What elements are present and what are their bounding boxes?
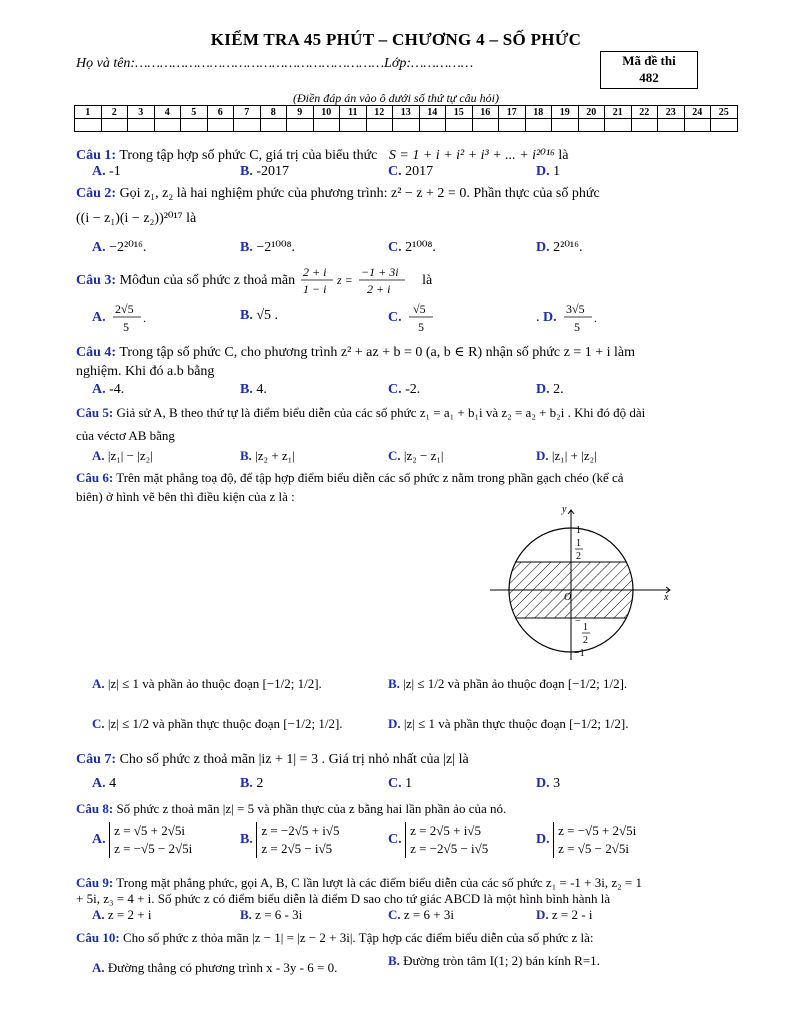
svg-text:3√5: 3√5	[566, 302, 585, 316]
question-1	[76, 147, 569, 164]
q6-option-b	[388, 676, 627, 692]
option-text: Đường tròn tâm I(1; 2) bán kính R=1.	[403, 953, 600, 968]
q3-option-a-fraction	[109, 300, 149, 336]
system-line-2: z = −2√5 − i√5	[410, 841, 489, 856]
answer-cell-1[interactable]	[75, 119, 102, 132]
answer-note: (Điền đáp án vào ô dưới số thứ tự câu hỏi)	[292, 91, 499, 105]
option-letter: D.	[536, 832, 550, 848]
answer-number-19: 19	[552, 106, 579, 119]
q3-option-b	[240, 308, 278, 324]
question-2-text: Gọi z₁, z₂ là hai nghiệm phức của phương trình: z² − z + 2 = 0. Phần thực của số phức	[119, 186, 600, 201]
answer-number-11: 11	[340, 106, 367, 119]
system-line-1: z = −2√5 + i√5	[261, 823, 340, 838]
answer-table-inputs	[75, 119, 738, 132]
q2-option-d	[536, 239, 583, 256]
option-letter: B.	[240, 832, 253, 848]
answer-number-22: 22	[631, 106, 658, 119]
question-5	[76, 405, 645, 421]
answer-number-3: 3	[128, 106, 155, 119]
option-letter: B.	[240, 907, 252, 922]
answer-cell-21[interactable]	[605, 119, 632, 132]
q2-option-a	[92, 239, 146, 256]
q8-option-d	[536, 822, 636, 858]
system-line-2: z = √5 − 2√5i	[558, 841, 629, 856]
option-letter: B.	[240, 776, 253, 791]
option-text: Đường thẳng có phương trình x - 3y - 6 = 0.	[107, 960, 338, 975]
option-text: 1	[553, 164, 561, 179]
option-letter: C.	[388, 776, 402, 791]
answer-cell-8[interactable]	[260, 119, 287, 132]
answer-number-9: 9	[287, 106, 314, 119]
answer-number-6: 6	[207, 106, 234, 119]
q4-option-b	[240, 382, 267, 398]
option-text: 2¹⁰⁰⁸.	[405, 240, 436, 255]
exam-code-label: Mã đề thi	[622, 53, 676, 68]
question-7-label: Câu 7:	[76, 752, 117, 767]
q10-option-b	[388, 953, 600, 969]
system-line-1: z = 2√5 + i√5	[410, 823, 481, 838]
option-text: −2²⁰¹⁶.	[109, 240, 147, 255]
q2-option-c	[388, 239, 436, 256]
tick-label-1: 1	[576, 525, 581, 536]
option-letter: A.	[92, 776, 106, 791]
answer-number-20: 20	[578, 106, 605, 119]
option-text: |z| ≤ 1 và phần thực thuộc đoạn [−1/2; 1/2].	[403, 716, 629, 731]
option-system	[109, 822, 192, 858]
question-3-equation	[299, 264, 419, 298]
question-1-tail: là	[558, 148, 569, 163]
q4-option-d	[536, 382, 564, 398]
shaded-region-figure	[484, 500, 684, 670]
option-text: |z₂ − z₁|	[403, 448, 444, 463]
question-5-line2: của véctơ AB bằng	[76, 428, 175, 443]
question-10-text: Cho số phức z thỏa mãn |z − 1| = |z − 2 + 3i|. Tập hợp các điểm biểu diễn của số phức z là:	[122, 930, 594, 945]
tick-label-neg-half-den: 2	[583, 635, 588, 646]
answer-number-4: 4	[154, 106, 181, 119]
option-text: |z| ≤ 1/2 và phần ảo thuộc đoạn [−1/2; 1/2].	[403, 676, 628, 691]
svg-text:√5: √5	[413, 302, 426, 316]
option-letter: D.	[536, 382, 550, 397]
option-letter: B.	[240, 164, 253, 179]
option-letter: D.	[388, 716, 401, 731]
q4-option-c	[388, 382, 420, 398]
q8-option-b	[240, 822, 340, 858]
option-letter: C.	[388, 310, 402, 326]
q3-option-c	[388, 300, 441, 336]
answer-number-12: 12	[366, 106, 393, 119]
exam-code-value: 482	[639, 70, 659, 85]
q3-option-a	[92, 300, 149, 336]
q1-option-b	[240, 164, 289, 180]
option-letter: C.	[388, 382, 402, 397]
answer-cell-5[interactable]	[181, 119, 208, 132]
question-4-line2: nghiệm. Khi đó a.b bằng	[76, 364, 215, 379]
q6-option-a	[92, 676, 322, 692]
question-4-text: Trong tập số phức C, cho phương trình z² + az + b = 0 (a, b ∈ R) nhận số phức z = 1 + i làm	[119, 345, 635, 360]
option-letter: A.	[92, 164, 106, 179]
answer-number-5: 5	[181, 106, 208, 119]
q4-option-a	[92, 382, 124, 398]
svg-text:2 + i: 2 + i	[302, 265, 327, 279]
answer-number-21: 21	[605, 106, 632, 119]
q1-option-c	[388, 164, 433, 180]
question-6	[76, 470, 624, 486]
question-1-label: Câu 1:	[76, 148, 117, 163]
option-letter: B.	[240, 448, 252, 463]
system-line-1: z = √5 + 2√5i	[114, 823, 185, 838]
svg-text:5: 5	[418, 320, 425, 334]
option-system	[256, 822, 339, 858]
answer-number-24: 24	[684, 106, 711, 119]
answer-table	[74, 105, 738, 132]
answer-number-15: 15	[446, 106, 473, 119]
answer-cell-22[interactable]	[631, 119, 658, 132]
question-9-label: Câu 9:	[76, 875, 114, 890]
option-letter: B.	[388, 953, 400, 968]
answer-cell-24[interactable]	[684, 119, 711, 132]
question-1-text: Trong tập hợp số phức C, giá trị của biểu thức	[119, 148, 378, 163]
option-text: z = 6 - 3i	[255, 907, 303, 922]
q7-option-a	[92, 776, 116, 792]
answer-cell-3[interactable]	[128, 119, 155, 132]
q5-option-b	[240, 448, 295, 464]
answer-number-1: 1	[75, 106, 102, 119]
svg-text:z =: z =	[336, 273, 353, 287]
exam-code-box	[600, 51, 698, 89]
svg-text:.: .	[143, 311, 147, 325]
option-text: |z₁| − |z₂|	[107, 448, 153, 463]
option-letter: D.	[536, 448, 549, 463]
q5-option-a	[92, 448, 153, 464]
option-text: 2017	[405, 164, 434, 179]
option-text: |z| ≤ 1/2 và phần thực thuộc đoạn [−1/2; 1/2].	[107, 716, 343, 731]
option-letter: B.	[240, 382, 253, 397]
option-system	[405, 822, 488, 858]
option-letter: A.	[92, 240, 106, 255]
option-letter: D.	[536, 776, 550, 791]
q8-option-c	[388, 822, 488, 858]
answer-number-14: 14	[419, 106, 446, 119]
answer-cell-6[interactable]	[207, 119, 234, 132]
answer-cell-4[interactable]	[154, 119, 181, 132]
option-text: −2¹⁰⁰⁸.	[256, 240, 296, 255]
option-system	[553, 822, 636, 858]
answer-table-header	[75, 106, 738, 119]
option-letter: D.	[536, 240, 550, 255]
option-text: 2	[256, 776, 264, 791]
option-text: z = 6 + 3i	[403, 907, 454, 922]
option-letter: B.	[388, 676, 400, 691]
question-7-text: Cho số phức z thoả mãn |iz + 1| = 3 . Giá trị nhỏ nhất của |z| là	[119, 752, 469, 767]
answer-cell-14[interactable]	[419, 119, 446, 132]
question-5-text: Giả sử A, B theo thứ tự là điểm biểu diễn của các số phức z₁ = a₁ + b₁i và z₂ = a₂ + b₂i . Khi đó độ dài	[116, 405, 646, 420]
option-letter: D.	[543, 310, 557, 326]
q1-option-d	[536, 164, 560, 180]
answer-number-8: 8	[260, 106, 287, 119]
tick-label-half-num: 1	[576, 538, 581, 549]
system-line-2: z = 2√5 − i√5	[261, 841, 333, 856]
option-text: 4	[109, 776, 117, 791]
answer-number-10: 10	[313, 106, 340, 119]
q3-option-d-fraction	[560, 300, 600, 336]
svg-text:1 − i: 1 − i	[302, 282, 327, 296]
option-text: |z₁| + |z₂|	[551, 448, 597, 463]
q2-option-b	[240, 239, 295, 256]
answer-cell-7[interactable]	[234, 119, 261, 132]
q7-option-b	[240, 776, 263, 792]
answer-cell-16[interactable]	[472, 119, 499, 132]
option-letter: C.	[92, 716, 105, 731]
tick-label-neg-sign: −	[575, 616, 581, 627]
q9-option-b	[240, 907, 302, 923]
system-line-1: z = −√5 + 2√5i	[558, 823, 637, 838]
question-2-formula: ((i − z₁)(i − z₂))²⁰¹⁷ là	[76, 211, 197, 226]
tick-label-neg-1: −1	[574, 648, 585, 659]
option-letter: B.	[240, 308, 253, 323]
answer-cell-20[interactable]	[578, 119, 605, 132]
student-info-line: Họ và tên:……………………………………………………Lớp:……………	[76, 56, 474, 71]
option-text: z = 2 + i	[107, 907, 152, 922]
option-letter: A.	[92, 907, 105, 922]
question-7	[76, 752, 469, 768]
q9-option-c	[388, 907, 454, 923]
option-letter: C.	[388, 448, 401, 463]
answer-cell-12[interactable]	[366, 119, 393, 132]
svg-text:2 + i: 2 + i	[366, 282, 391, 296]
answer-number-2: 2	[101, 106, 128, 119]
question-6-line2: biên) ở hình vẽ bên thì điều kiện của z là :	[76, 489, 295, 504]
question-2-label: Câu 2:	[76, 186, 117, 201]
q3-option-c-fraction	[405, 300, 441, 336]
answer-cell-15[interactable]	[446, 119, 473, 132]
q1-option-a	[92, 164, 121, 180]
option-text: √5 .	[256, 308, 279, 323]
option-letter: A.	[92, 448, 105, 463]
option-text: |z₂ + z₁|	[255, 448, 295, 463]
svg-text:2√5: 2√5	[115, 302, 134, 316]
answer-cell-2[interactable]	[101, 119, 128, 132]
question-10-label: Câu 10:	[76, 930, 120, 945]
svg-text:−1 + 3i: −1 + 3i	[360, 265, 399, 279]
option-text: -1	[109, 164, 121, 179]
answer-cell-9[interactable]	[287, 119, 314, 132]
option-letter: C.	[388, 240, 402, 255]
option-letter: B.	[240, 240, 253, 255]
answer-number-23: 23	[658, 106, 685, 119]
option-letter: A.	[92, 310, 106, 326]
q6-option-c	[92, 716, 343, 732]
q9-option-d	[536, 907, 592, 923]
svg-text:5: 5	[123, 320, 130, 334]
option-letter: D.	[536, 907, 549, 922]
q7-option-d	[536, 776, 560, 792]
q6-option-d	[388, 716, 628, 732]
option-letter: A.	[92, 382, 106, 397]
option-text: -2017	[256, 164, 290, 179]
x-axis-label: x	[664, 592, 669, 603]
question-8	[76, 801, 506, 817]
answer-number-13: 13	[393, 106, 420, 119]
question-2	[76, 186, 600, 202]
question-6-label: Câu 6:	[76, 470, 114, 485]
question-9	[76, 875, 642, 891]
question-8-text: Số phức z thoả mãn |z| = 5 và phần thực của z bằng hai lần phần ảo của nó.	[116, 801, 507, 816]
option-text: -4.	[109, 382, 125, 397]
question-3	[76, 264, 432, 298]
question-3-tail: là	[422, 273, 433, 289]
answer-number-17: 17	[499, 106, 526, 119]
option-letter: D.	[536, 164, 550, 179]
svg-text:5: 5	[574, 320, 581, 334]
system-line-2: z = −√5 − 2√5i	[114, 841, 193, 856]
question-4	[76, 344, 635, 361]
q3-option-d: . D. 3√5 5 .	[536, 300, 600, 336]
option-text: 2.	[553, 382, 564, 397]
question-1-formula: S = 1 + i + i² + i³ + ... + i²⁰¹⁶	[388, 148, 555, 163]
option-letter: A.	[92, 960, 105, 975]
answer-cell-10[interactable]	[313, 119, 340, 132]
question-9-text: Trong mặt phẳng phức, gọi A, B, C lần lượt là các điểm biểu diễn của các số phức z₁ = -1 + 3i, z₂ = 1	[116, 875, 642, 890]
question-9-line2: + 5i, z₃ = 4 + i. Số phức z có điểm biểu diễn là điểm D sao cho tứ giác ABCD là một hình bình hành là	[76, 891, 611, 906]
svg-text:.: .	[594, 311, 598, 325]
option-text: 2²⁰¹⁶.	[553, 240, 583, 255]
question-6-text: Trên mặt phẳng toạ độ, để tập hợp điểm biểu diễn các số phức z nằm trong phần gạch chéo (kể cả	[116, 470, 624, 485]
answer-number-25: 25	[711, 106, 738, 119]
option-text: 3	[553, 776, 561, 791]
answer-cell-13[interactable]	[393, 119, 420, 132]
q5-option-c	[388, 448, 444, 464]
origin-label: O	[564, 592, 572, 603]
option-text: 4.	[256, 382, 267, 397]
answer-number-18: 18	[525, 106, 552, 119]
answer-cell-11[interactable]	[340, 119, 367, 132]
page-title: KIỂM TRA 45 PHÚT – CHƯƠNG 4 – SỐ PHỨC	[210, 30, 582, 49]
option-text: -2.	[405, 382, 421, 397]
answer-cell-17[interactable]	[499, 119, 526, 132]
option-text: z = 2 - i	[551, 907, 593, 922]
question-5-label: Câu 5:	[76, 405, 114, 420]
tick-label-half-den: 2	[576, 551, 581, 562]
question-3-label: Câu 3:	[76, 273, 117, 289]
q5-option-d	[536, 448, 597, 464]
y-axis-label: y	[562, 504, 567, 515]
q10-option-a	[92, 960, 337, 976]
q7-option-c	[388, 776, 412, 792]
answer-cell-19[interactable]	[552, 119, 579, 132]
option-letter: A.	[92, 676, 105, 691]
answer-cell-18[interactable]	[525, 119, 552, 132]
question-8-label: Câu 8:	[76, 801, 114, 816]
answer-number-16: 16	[472, 106, 499, 119]
question-3-text: Môđun của số phức z thoả mãn	[119, 273, 296, 289]
option-letter: C.	[388, 832, 402, 848]
option-letter: C.	[388, 907, 401, 922]
q9-option-a	[92, 907, 151, 923]
option-letter: A.	[92, 832, 106, 848]
question-10	[76, 930, 594, 946]
option-text: |z| ≤ 1 và phần ảo thuộc đoạn [−1/2; 1/2].	[107, 676, 322, 691]
option-letter: C.	[388, 164, 402, 179]
answer-number-7: 7	[234, 106, 261, 119]
answer-cell-23[interactable]	[658, 119, 685, 132]
q8-option-a	[92, 822, 192, 858]
tick-label-neg-half-num: 1	[583, 622, 588, 633]
answer-cell-25[interactable]	[711, 119, 738, 132]
question-4-label: Câu 4:	[76, 345, 117, 360]
option-text: 1	[405, 776, 413, 791]
